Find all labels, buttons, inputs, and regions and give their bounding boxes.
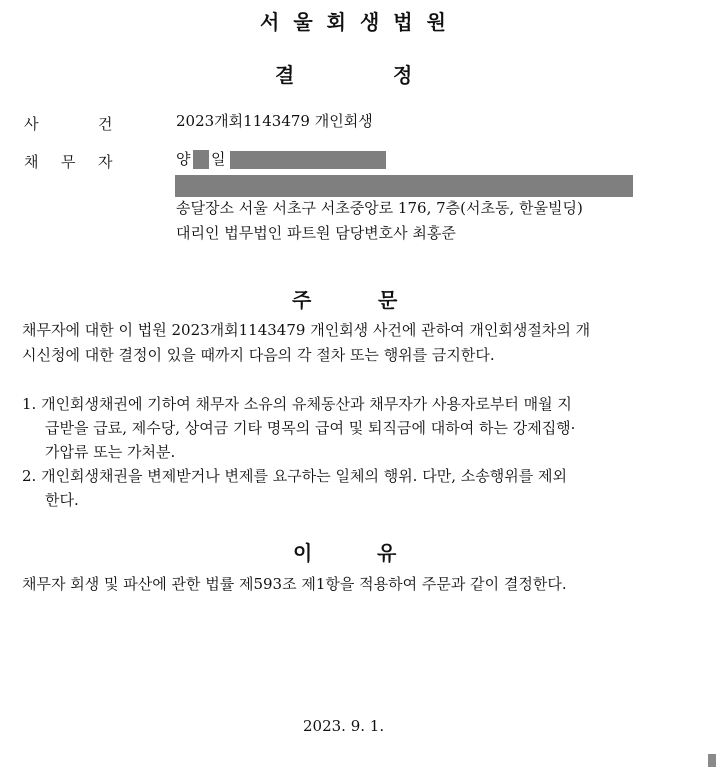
debtor-label-2: 무 — [61, 153, 76, 171]
decision-date: 2023. 9. 1. — [303, 717, 385, 735]
debtor-label-3: 자 — [98, 153, 113, 171]
reason-text: 채무자 회생 및 파산에 관한 법률 제593조 제1항을 적용하여 주문과 같이 결정한다. — [22, 575, 567, 593]
debtor-name-first: 양 — [176, 150, 191, 168]
delivery-address: 송달장소 서울 서초구 서초중앙로 176, 7층(서초동, 한울빌딩) — [176, 199, 583, 217]
reason-heading-char-1: 이 — [293, 541, 313, 565]
order-heading-char-1: 주 — [292, 288, 312, 312]
doc-type-char-1: 결 — [275, 63, 295, 87]
debtor-name-last: 일 — [211, 150, 226, 168]
reason-heading-char-2: 유 — [377, 541, 397, 565]
redaction-name — [193, 150, 209, 169]
court-name: 서울회생법원 — [260, 10, 460, 34]
redaction-id — [230, 151, 386, 169]
order-item-2-line-1: 2. 개인회생채권을 변제받거나 변제를 요구하는 일체의 행위. 다만, 소송행위를 제외 — [22, 467, 567, 485]
order-heading-char-2: 문 — [378, 288, 398, 312]
debtor-label-1: 채 — [24, 153, 39, 171]
order-item-1-line-1: 1. 개인회생채권에 기하여 채무자 소유의 유체동산과 채무자가 사용자로부터 매월 지 — [22, 395, 572, 413]
order-item-2-line-2: 한다. — [45, 491, 79, 509]
redaction-address — [175, 175, 633, 197]
doc-type-char-2: 정 — [393, 63, 413, 87]
page-edge-mark — [708, 754, 716, 767]
order-intro-line-1: 채무자에 대한 이 법원 2023개회1143479 개인회생 사건에 관하여 개인회생절차의 개 — [22, 321, 591, 339]
case-label-1: 사 — [24, 115, 39, 133]
agent-info: 대리인 법무법인 파트원 담당변호사 최홍준 — [176, 224, 456, 242]
case-label-2: 건 — [98, 115, 113, 133]
order-item-1-line-3: 가압류 또는 가처분. — [45, 443, 176, 461]
case-number: 2023개회1143479 개인회생 — [176, 112, 373, 130]
order-intro-line-2: 시신청에 대한 결정이 있을 때까지 다음의 각 절차 또는 행위를 금지한다. — [22, 346, 495, 364]
order-item-1-line-2: 급받을 급료, 제수당, 상여금 기타 명목의 급여 및 퇴직금에 대하여 하는 강제집행· — [45, 419, 576, 437]
